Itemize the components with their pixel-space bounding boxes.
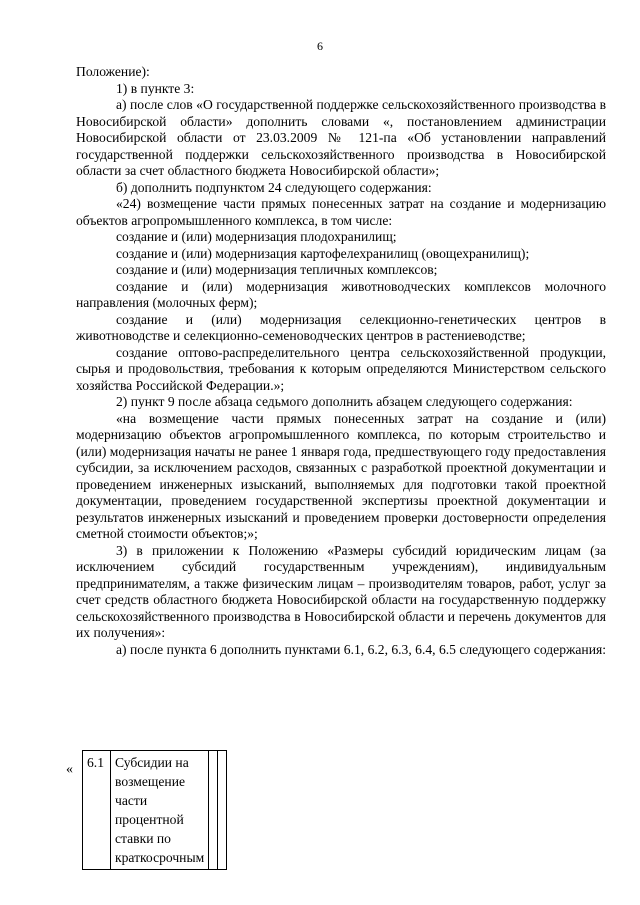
- page-number: 6: [317, 39, 323, 53]
- subsidy-table: [82, 750, 227, 870]
- table-row: [83, 751, 227, 870]
- paragraph: создание и (или) модернизация селекционно-генетических центров в животноводстве и селекционно-семеноводческих центров в растениеводстве;: [76, 311, 606, 343]
- paragraph: 1) в пункте 3:: [116, 80, 195, 96]
- row-cell-3: [209, 751, 218, 870]
- paragraph: создание и (или) модернизация плодохранилищ;: [116, 229, 397, 244]
- row-number-cell: 6.1: [83, 751, 111, 870]
- row-cell-4: [218, 751, 227, 870]
- paragraph: «24) возмещение части прямых понесенных затрат на создание и модернизацию объектов агропромышленного комплекса, в том числе:: [76, 196, 606, 228]
- paragraph: 3) в приложении к Положению «Размеры субсидий юридическим лицам (за исключением субсидий государственным учреждениям), индивидуальным предпринимателям, а также физическим лицам – производителям товаров, работ, услуг за счет средств областного бюджета Новосибирской области на государственную поддержку сельскохозяйственного производства в Новосибирской области и перечень документов для их получения»:: [76, 542, 606, 640]
- paragraph: Положение):: [76, 64, 150, 79]
- paragraph: создание и (или) модернизация тепличных комплексов;: [116, 262, 438, 277]
- paragraph: создание и (или) модернизация картофелехранилищ (овощехранилищ);: [116, 245, 530, 261]
- paragraph: а) после слов «О государственной поддержке сельскохозяйственного производства в Новосибирской области» дополнить словами «, постановлением администрации Новосибирской области от 23.03.2009 № 121-па «Об установлении направлений государственной поддержки сельскохозяйственного производства в Новосибирской области за счет областного бюджета Новосибирской области»;: [76, 97, 606, 178]
- paragraph: 2) пункт 9 после абзаца седьмого дополнить абзацем следующего содержания:: [116, 394, 573, 409]
- paragraph: б) дополнить подпунктом 24 следующего содержания:: [116, 179, 432, 195]
- paragraph: «на возмещение части прямых понесенных затрат на создание и (или) модернизацию объектов агропромышленного комплекса, по которым строительство и (или) модернизация начаты не ранее 1 января года, предшествующего году предоставления субсидии, за исключением расходов, связанных с разработкой проектной документации и проведением инженерных изысканий, выполняемых для подготовки такой проектной документации, проведением государственной экспертизы проектной документации и результатов инженерных изысканий и проведением проверки достоверности определения сметной стоимости объектов;»;: [76, 410, 606, 541]
- paragraph: создание оптово-распределительного центра сельскохозяйственной продукции, сырья и продовольствия, требования к которым определяются Министерством сельского хозяйства Российской Федерации.»;: [76, 344, 606, 393]
- row-name-cell: Субсидии на возмещение части процентной ставки по краткосрочным: [111, 751, 209, 870]
- paragraph: создание и (или) модернизация животноводческих комплексов молочного направления (молочных ферм);: [76, 278, 606, 310]
- paragraph: а) после пункта 6 дополнить пунктами 6.1, 6.2, 6.3, 6.4, 6.5 следующего содержания:: [116, 641, 606, 657]
- document-body: [76, 64, 606, 658]
- open-quote: «: [66, 762, 73, 777]
